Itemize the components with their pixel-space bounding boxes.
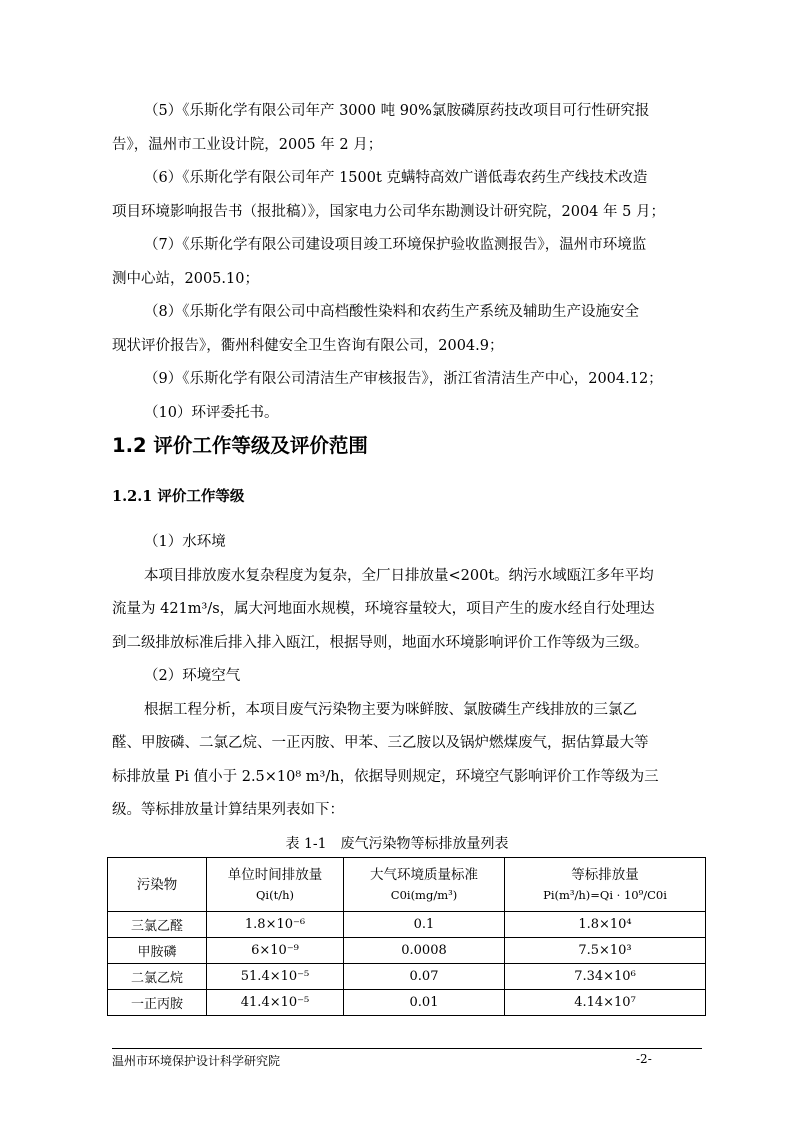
body-line: 到二级排放标准后排入排入瓯江，根据导则，地面水环境影响评价工作等级为三级。 [112,634,649,651]
table-row [108,964,706,990]
table-cell: 7.34×10⁶ [505,964,706,990]
table-cell: 0.0008 [344,938,505,964]
body-text [112,526,702,828]
body-line: 根据工程分析，本项目废气污染物主要为咪鲜胺、氯胺磷生产线排放的三氯乙 [144,701,637,718]
item-heading-water: （1）水环境 [144,534,226,550]
reference-item: （6）《乐斯化学有限公司年产 1500t 克螨特高效广谱低毒农药生产线技术改造 [144,170,648,186]
body-line: 本项目排放废水复杂程度为复杂，全厂日排放量<200t。纳污水域瓯江多年平均 [144,567,654,584]
table-cell: 51.4×10⁻⁵ [207,964,344,990]
table-cell: 0.01 [344,990,505,1016]
table-cell: 甲胺磷 [108,938,207,964]
body-line: 流量为 421m³/s，属大河地面水规模，环境容量较大，项目产生的废水经自行处理达 [112,601,655,617]
header-cell: 单位时间排放量 Qi(t/h) [207,858,344,912]
footer-organization: 温州市环境保护设计科学研究院 [112,1054,281,1068]
reference-item: （10）环评委托书。 [144,404,279,421]
table-cell: 二氯乙烷 [108,964,207,990]
table-cell: 0.1 [344,912,505,938]
body-line: 醛、甲胺磷、二氯乙烷、一正丙胺、甲苯、三乙胺以及锅炉燃煤废气，据估算最大等 [112,735,649,751]
reference-item: 现状评价报告》，衢州科健安全卫生咨询有限公司，2004.9； [112,337,504,354]
reference-item: 告》，温州市工业设计院，2005 年 2 月； [112,136,383,153]
body-line: 级。等标排放量计算结果列表如下： [112,802,344,818]
table-cell: 一正丙胺 [108,990,207,1016]
header-cell: 污染物 [108,858,207,912]
table-cell: 1.8×10⁴ [505,912,706,938]
reference-list [112,95,702,430]
reference-item: （9）《乐斯化学有限公司清洁生产审核报告》，浙江省清洁生产中心，2004.12； [144,371,663,387]
reference-item: （5）《乐斯化学有限公司年产 3000 吨 90%氯胺磷原药技改项目可行性研究报 [144,103,650,119]
page-number: -2- [636,1052,652,1066]
table-cell: 三氯乙醛 [108,912,207,938]
table-cell: 7.5×10³ [505,938,706,964]
section-heading: 1.2 评价工作等级及评价范围 [112,434,368,457]
reference-item: 测中心站，2005.10； [112,270,259,287]
subsection-heading: 1.2.1 评价工作等级 [112,488,245,505]
table-cell: 41.4×10⁻⁵ [207,990,344,1016]
header-cell: 大气环境质量标准 C0i(mg/m³) [344,858,505,912]
reference-item: （8）《乐斯化学有限公司中高档酸性染料和农药生产系统及辅助生产设施安全 [144,304,639,320]
reference-item: （7）《乐斯化学有限公司建设项目竣工环境保护验收监测报告》，温州市环境监 [144,237,647,253]
footer-divider [112,1048,702,1049]
table-row [108,912,706,938]
table-row [108,938,706,964]
header-cell: 等标排放量 Pi(m³/h)=Qi · 10⁹/C0i [505,858,706,912]
table-cell: 6×10⁻⁹ [207,938,344,964]
table-cell: 1.8×10⁻⁶ [207,912,344,938]
table-row [108,990,706,1016]
table-cell: 4.14×10⁷ [505,990,706,1016]
table-caption: 表 1-1 废气污染物等标排放量列表 [285,836,509,852]
body-line: 标排放量 Pi 值小于 2.5×10⁸ m³/h，依据导则规定，环境空气影响评价工作等级为三 [112,768,659,785]
reference-item: 项目环境影响报告书（报批稿）》，国家电力公司华东勘测设计研究院，2004 年 5 月； [112,203,665,220]
item-heading-air: （2）环境空气 [144,668,241,684]
table-header-row [108,858,706,912]
table-cell: 0.07 [344,964,505,990]
emission-table [107,857,706,1016]
